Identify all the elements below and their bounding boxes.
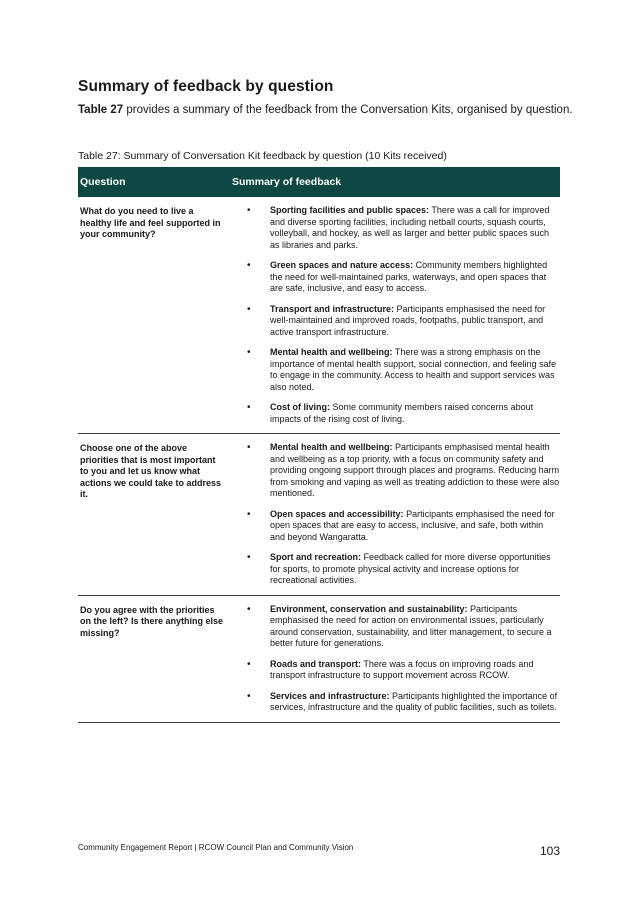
question-cell: Choose one of the above priorities that is most important to you and let us know what actions we could take to address it. bbox=[78, 434, 232, 596]
list-item bbox=[232, 509, 560, 544]
item-title: Sport and recreation: bbox=[270, 552, 362, 562]
item-text: Participants emphasised the need for well-maintained and improved roads, footpaths, public transport, and active transport infrastructure. bbox=[270, 303, 546, 337]
item-text: Participants emphasised the need for action on environmental issues, particularly around conservation, sustainability, and litter management, to secure a better future for generations. bbox=[270, 603, 552, 648]
item-title: Sporting facilities and public spaces: bbox=[270, 205, 430, 215]
list-item bbox=[232, 442, 560, 500]
summary-cell bbox=[232, 197, 560, 434]
page-footer: Community Engagement Report | RCOW Council Plan and Community Vision bbox=[78, 843, 354, 852]
summary-cell bbox=[232, 434, 560, 596]
page-number: 103 bbox=[539, 844, 560, 858]
table-header-row bbox=[78, 167, 560, 197]
section-heading: Summary of feedback by question bbox=[78, 78, 334, 95]
intro-paragraph bbox=[78, 104, 573, 116]
table-row bbox=[78, 595, 560, 722]
item-text: Participants highlighted the importance of services, infrastructure and the quality of public facilities, such as toilets. bbox=[270, 690, 558, 712]
intro-text: provides a summary of the feedback from the Conversation Kits, organised by question. bbox=[123, 104, 573, 116]
item-text: Community members highlighted the need for well-maintained parks, waterways, and open spaces that are safe, inclusive, and easy to access. bbox=[270, 260, 548, 293]
item-title: Green spaces and nature access: bbox=[270, 260, 414, 270]
item-text: There was a strong emphasis on the importance of mental health support, social connection, and feeling safe to engage in the community. Access to health and support services was also noted. bbox=[270, 347, 557, 392]
table-row bbox=[78, 434, 560, 596]
list-item bbox=[232, 604, 560, 650]
summary-list bbox=[232, 442, 560, 587]
header-question: Question bbox=[78, 167, 232, 197]
list-item bbox=[232, 205, 560, 251]
table-row bbox=[78, 197, 560, 434]
item-text: There was a focus on improving roads and transport infrastructure to support movement across RCOW. bbox=[270, 658, 534, 680]
item-text: Some community members raised concerns about impacts of the rising cost of living. bbox=[270, 402, 534, 424]
list-item bbox=[232, 304, 560, 339]
question-cell: Do you agree with the priorities on the left? Is there anything else missing? bbox=[78, 595, 232, 722]
summary-list bbox=[232, 205, 560, 425]
list-item bbox=[232, 402, 560, 425]
item-title: Open spaces and accessibility: bbox=[270, 508, 404, 519]
table-caption: Table 27: Summary of Conversation Kit feedback by question (10 Kits received) bbox=[78, 150, 447, 162]
item-text: There was a call for improved and diverse sporting facilities, including netball courts, squash courts, volleyball, and hockey, as well as larger and better public spaces such as libraries and parks. bbox=[270, 205, 550, 250]
table-reference: Table 27 bbox=[78, 104, 124, 116]
item-text: Feedback called for more diverse opportunities for sports, to promote physical activity and increase options for recreational activities. bbox=[270, 552, 551, 585]
summary-list bbox=[232, 604, 560, 714]
list-item bbox=[232, 260, 560, 295]
list-item bbox=[232, 691, 560, 714]
question-cell: What do you need to live a healthy life and feel supported in your community? bbox=[78, 197, 232, 434]
list-item bbox=[232, 659, 560, 682]
item-text: Participants emphasised mental health and wellbeing as a top priority, with a focus on community safety and providing ongoing support through places and programs. Reducing harm from smoking and vaping as well as treating addiction to these were also mentioned. bbox=[270, 442, 560, 498]
item-title: Services and infrastructure: bbox=[270, 690, 390, 701]
item-title: Mental health and wellbeing: bbox=[270, 347, 393, 357]
header-summary: Summary of feedback bbox=[232, 167, 560, 197]
item-title: Environment, conservation and sustainability: bbox=[270, 603, 468, 614]
feedback-table bbox=[78, 167, 560, 723]
item-title: Cost of living: bbox=[270, 402, 330, 412]
item-text: Participants emphasised the need for open spaces that are easy to access, inclusive, and safe, both within and beyond Wangaratta. bbox=[270, 508, 555, 542]
list-item bbox=[232, 347, 560, 393]
item-title: Roads and transport: bbox=[270, 658, 362, 669]
item-title: Transport and infrastructure: bbox=[270, 303, 395, 314]
list-item bbox=[232, 552, 560, 587]
item-title: Mental health and wellbeing: bbox=[270, 442, 393, 452]
summary-cell bbox=[232, 595, 560, 722]
